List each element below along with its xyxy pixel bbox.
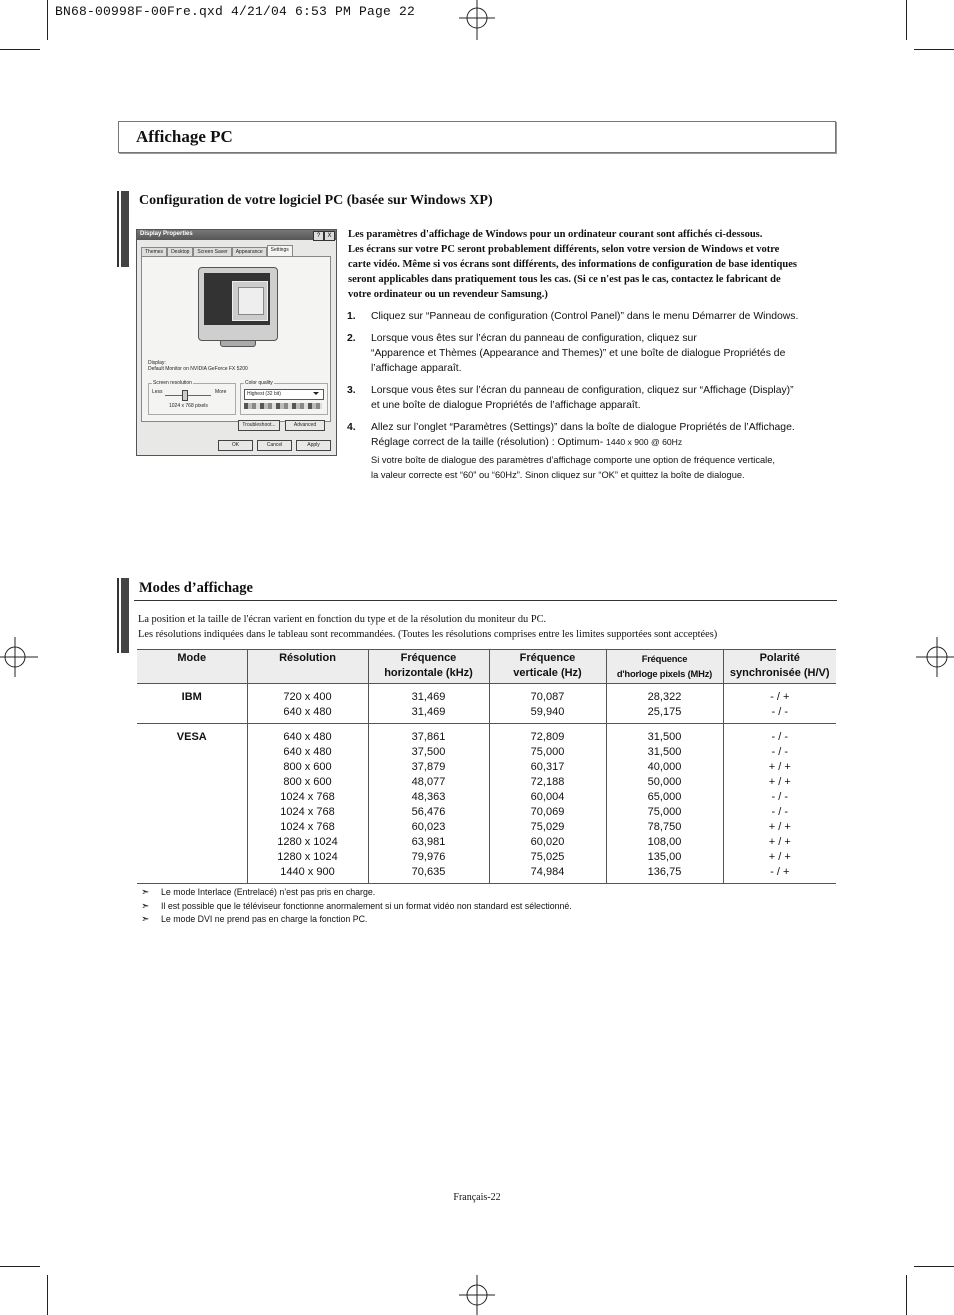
- horizontal-frequency-cell: [368, 684, 489, 724]
- resolution-value: 640 x 480: [283, 746, 332, 758]
- pixel-clock-value: 65,000: [647, 791, 682, 803]
- horizontal-frequency-cell: [368, 724, 489, 884]
- section-title-modes: Modes d’affichage: [139, 580, 253, 596]
- pixel-clock-value: 31,500: [647, 746, 682, 758]
- tab-settings[interactable]: Settings: [267, 245, 293, 258]
- header-vertical-frequency: Fréquence verticale (Hz): [489, 650, 606, 684]
- vertical-frequency-value: 70,087: [530, 691, 565, 703]
- modes-intro: [138, 612, 838, 642]
- section-bar: [117, 578, 132, 653]
- crop-mark: [914, 1266, 954, 1267]
- note-line: Si votre boîte de dialogue des paramètres d’affichage comporte une option de fréquence verticale,: [371, 455, 775, 465]
- display-label: Display:: [148, 360, 166, 366]
- header-sync-polarity: Polarité synchronisée (H/V): [723, 650, 836, 684]
- vertical-frequency-value: 75,025: [530, 851, 565, 863]
- note-item: [141, 886, 831, 900]
- vertical-frequency-cell: [489, 684, 606, 724]
- header-resolution: Résolution: [247, 650, 368, 684]
- file-slug: BN68-00998F-00Fre.qxd 4/21/04 6:53 PM Page 22: [55, 4, 416, 19]
- note-line: la valeur correcte est “60” ou “60Hz”. Sinon cliquez sur “OK” et quittez la boîte de dialogue.: [371, 470, 745, 480]
- note-text: Le mode Interlace (Entrelacé) n’est pas pris en charge.: [161, 887, 376, 897]
- horizontal-frequency-value: 31,469: [411, 691, 446, 703]
- mode-cell: VESA: [137, 724, 247, 884]
- vertical-frequency-value: 59,940: [530, 706, 565, 718]
- registration-mark-icon: [457, 1275, 497, 1315]
- optimum-value: 1440 x 900 @ 60Hz: [606, 437, 683, 447]
- pixel-clock-cell: [606, 684, 723, 724]
- registration-mark-icon: [457, 0, 497, 40]
- vertical-frequency-value: 75,029: [530, 821, 565, 833]
- resolution-cell: [247, 724, 368, 884]
- note-item: [141, 900, 831, 914]
- more-label: More: [215, 389, 227, 395]
- color-quality-label: Color quality: [245, 380, 273, 386]
- dialog-titlebar: [137, 230, 336, 240]
- step-item: [347, 309, 837, 324]
- pixel-clock-value: 28,322: [647, 691, 682, 703]
- pixel-clock-value: 136,75: [647, 866, 682, 878]
- sync-polarity-value: - / -: [771, 746, 788, 758]
- pixel-clock-value: 75,000: [647, 806, 682, 818]
- vertical-frequency-value: 72,188: [530, 776, 565, 788]
- page-number: Français-22: [453, 1192, 501, 1203]
- resolution-value: 1024 x 768: [280, 791, 335, 803]
- pixel-clock-value: 135,00: [647, 851, 682, 863]
- ok-button[interactable]: OK: [218, 440, 253, 451]
- notes-list: [141, 886, 831, 927]
- header-pixel-clock: Fréquence d'horloge pixels (MHz): [606, 650, 723, 684]
- display-properties-dialog: [136, 229, 337, 456]
- color-preview-bar: [244, 403, 322, 409]
- step-item: [347, 420, 837, 450]
- table-header-row: [137, 650, 836, 684]
- crop-mark: [47, 0, 48, 40]
- arrow-icon: ➣: [141, 900, 150, 912]
- resolution-value: 1024 x 768: [280, 821, 335, 833]
- vertical-frequency-value: 74,984: [530, 866, 565, 878]
- pixel-clock-value: 78,750: [647, 821, 682, 833]
- step-item: [347, 331, 837, 376]
- intro-line: votre ordinateur ou un revendeur Samsung.): [348, 289, 548, 300]
- horizontal-frequency-value: 37,879: [411, 761, 446, 773]
- intro-line: Les paramètres d'affichage de Windows pour un ordinateur courant sont affichés ci-dessous.: [348, 229, 763, 240]
- step-line: Lorsque vous êtes sur l’écran du panneau de configuration, cliquez sur “Affichage (Display)”: [371, 385, 794, 396]
- section-title-config: Configuration de votre logiciel PC (basée sur Windows XP): [139, 193, 493, 208]
- crop-mark: [914, 49, 954, 50]
- monitor-preview-icon: [198, 267, 278, 341]
- window-preview: [238, 287, 264, 315]
- resolution-slider-thumb[interactable]: [182, 390, 188, 401]
- color-quality-select[interactable]: Highest (32 bit): [244, 389, 324, 400]
- screen-resolution-group: [148, 380, 236, 415]
- tab-screen-saver[interactable]: Screen Saver: [193, 247, 231, 256]
- crop-mark: [906, 1275, 907, 1315]
- display-value: Default Monitor on NVIDIA GeForce FX 5200: [148, 366, 248, 372]
- vertical-frequency-value: 72,809: [530, 731, 565, 743]
- apply-button[interactable]: Apply: [296, 440, 331, 451]
- page-title-box: [118, 121, 836, 153]
- vertical-frequency-value: 60,317: [530, 761, 565, 773]
- pixel-clock-value: 50,000: [647, 776, 682, 788]
- pixel-clock-value: 31,500: [647, 731, 682, 743]
- registration-mark-icon: [914, 637, 954, 677]
- table-row: [137, 684, 836, 724]
- horizontal-frequency-value: 37,861: [411, 731, 446, 743]
- arrow-icon: ➣: [141, 914, 150, 925]
- resolution-value: 1280 x 1024: [277, 836, 338, 848]
- page-title: Affichage PC: [136, 127, 233, 146]
- intro-line: seront applicables dans pratiquement tous les cas. (Si ce n'est pas le cas, contactez le fabricant de: [348, 274, 781, 285]
- sync-polarity-cell: [723, 724, 836, 884]
- horizontal-frequency-value: 48,363: [411, 791, 446, 803]
- troubleshoot-button[interactable]: Troubleshoot...: [238, 420, 280, 431]
- horizontal-frequency-value: 70,635: [411, 866, 446, 878]
- vertical-frequency-value: 60,004: [530, 791, 565, 803]
- resolution-value: 640 x 480: [283, 706, 332, 718]
- advanced-button[interactable]: Advanced: [285, 420, 325, 431]
- note-text: Le mode DVI ne prend pas en charge la fonction PC.: [161, 914, 368, 924]
- step-line: Cliquez sur “Panneau de configuration (Control Panel)” dans le menu Démarrer de Windows.: [371, 311, 799, 322]
- section-rule: [134, 600, 837, 601]
- crop-mark: [0, 49, 40, 50]
- resolution-value: 800 x 600: [283, 761, 332, 773]
- display-modes-table: [137, 649, 836, 884]
- sync-polarity-value: + / +: [768, 761, 791, 773]
- steps-list: [347, 309, 837, 483]
- dialog-tabs: [141, 247, 293, 256]
- sync-polarity-value: - / +: [770, 866, 790, 878]
- horizontal-frequency-value: 31,469: [411, 706, 446, 718]
- color-quality-group: [240, 380, 328, 415]
- chevron-down-icon: [313, 392, 319, 395]
- tab-appearance[interactable]: Appearance: [232, 247, 267, 256]
- arrow-icon: ➣: [141, 887, 150, 898]
- step-line: Allez sur l’onglet “Paramètres (Settings)” dans la boîte de dialogue Propriétés de l’Affichage.: [371, 422, 795, 433]
- vertical-frequency-note: [371, 453, 837, 483]
- step-number: 2.: [347, 333, 356, 344]
- pixel-clock-value: 108,00: [647, 836, 682, 848]
- mode-cell: IBM: [137, 684, 247, 724]
- resolution-value: 1440 x 900: [280, 866, 335, 878]
- settings-pane: [141, 256, 331, 422]
- resolution-value: 800 x 600: [283, 776, 332, 788]
- close-button[interactable]: X: [324, 231, 335, 241]
- help-button[interactable]: ?: [313, 231, 324, 241]
- intro-paragraph: [348, 227, 836, 302]
- intro-line: carte vidéo. Même si vos écrans sont différents, des informations de configuration de base identiques: [348, 259, 797, 270]
- step-line: et une boîte de dialogue Propriétés de l’affichage apparaît.: [371, 400, 641, 411]
- horizontal-frequency-value: 79,976: [411, 851, 446, 863]
- sync-polarity-value: + / +: [768, 851, 791, 863]
- note-text: Il est possible que le téléviseur fonctionne anormalement si un format vidéo non standard est sélectionné.: [161, 900, 572, 911]
- monitor-stand: [220, 340, 256, 347]
- monitor-screen: [204, 273, 270, 325]
- vertical-frequency-value: 75,000: [530, 746, 565, 758]
- horizontal-frequency-value: 63,981: [411, 836, 446, 848]
- sync-polarity-value: + / +: [768, 821, 791, 833]
- registration-mark-icon: [0, 637, 40, 677]
- section-bar: [117, 191, 132, 267]
- sync-polarity-value: - / -: [771, 706, 788, 718]
- vertical-frequency-cell: [489, 724, 606, 884]
- step-line: Lorsque vous êtes sur l’écran du panneau de configuration, cliquez sur: [371, 333, 697, 344]
- cancel-button[interactable]: Cancel: [257, 440, 292, 451]
- crop-mark: [0, 1266, 40, 1267]
- horizontal-frequency-value: 56,476: [411, 806, 446, 818]
- pixel-clock-value: 25,175: [647, 706, 682, 718]
- less-label: Less: [152, 389, 163, 395]
- tab-desktop[interactable]: Desktop: [167, 247, 193, 256]
- modes-intro-line: Les résolutions indiquées dans le tableau sont recommandées. (Toutes les résolutions comprises entre les limites supportées sont acceptées): [138, 629, 718, 640]
- step-line: l’affichage apparaît.: [371, 363, 462, 374]
- tab-themes[interactable]: Themes: [141, 247, 167, 256]
- resolution-slider-track: [165, 395, 211, 396]
- step-line: “Apparence et Thèmes (Appearance and Themes)” et une boîte de dialogue Propriétés de: [371, 348, 786, 359]
- horizontal-frequency-value: 37,500: [411, 746, 446, 758]
- note-item: [141, 913, 831, 927]
- resolution-value: 720 x 400: [283, 691, 332, 703]
- sync-polarity-cell: [723, 684, 836, 724]
- sync-polarity-value: - / +: [770, 691, 790, 703]
- step-line: [371, 435, 837, 450]
- table-row: [137, 724, 836, 884]
- optimum-label: Réglage correct de la taille (résolution) : Optimum-: [371, 437, 607, 448]
- step-number: 4.: [347, 422, 356, 433]
- resolution-value: 1024 x 768: [280, 806, 335, 818]
- horizontal-frequency-value: 48,077: [411, 776, 446, 788]
- pixel-clock-value: 40,000: [647, 761, 682, 773]
- vertical-frequency-value: 60,020: [530, 836, 565, 848]
- sync-polarity-value: + / +: [768, 776, 791, 788]
- dialog-title: Display Properties: [140, 231, 193, 237]
- step-number: 3.: [347, 385, 356, 396]
- resolution-value: 1280 x 1024: [277, 851, 338, 863]
- crop-mark: [47, 1275, 48, 1315]
- resolution-value: 640 x 480: [283, 731, 332, 743]
- step-number: 1.: [347, 311, 356, 322]
- sync-polarity-value: + / +: [768, 836, 791, 848]
- vertical-frequency-value: 70,069: [530, 806, 565, 818]
- resolution-cell: [247, 684, 368, 724]
- horizontal-frequency-value: 60,023: [411, 821, 446, 833]
- pixel-clock-cell: [606, 724, 723, 884]
- header-mode: Mode: [137, 650, 247, 684]
- modes-intro-line: La position et la taille de l'écran varient en fonction du type et de la résolution du moniteur du PC.: [138, 614, 547, 625]
- step-item: [347, 383, 837, 413]
- screen-resolution-label: Screen resolution: [153, 380, 192, 386]
- sync-polarity-value: - / -: [771, 731, 788, 743]
- sync-polarity-value: - / -: [771, 806, 788, 818]
- header-horizontal-frequency: Fréquence horizontale (kHz): [368, 650, 489, 684]
- resolution-value: 1024 x 768 pixels: [169, 403, 208, 409]
- crop-mark: [906, 0, 907, 40]
- sync-polarity-value: - / -: [771, 791, 788, 803]
- intro-line: Les écrans sur votre PC seront probablement différents, selon votre version de Windows et votre: [348, 244, 780, 255]
